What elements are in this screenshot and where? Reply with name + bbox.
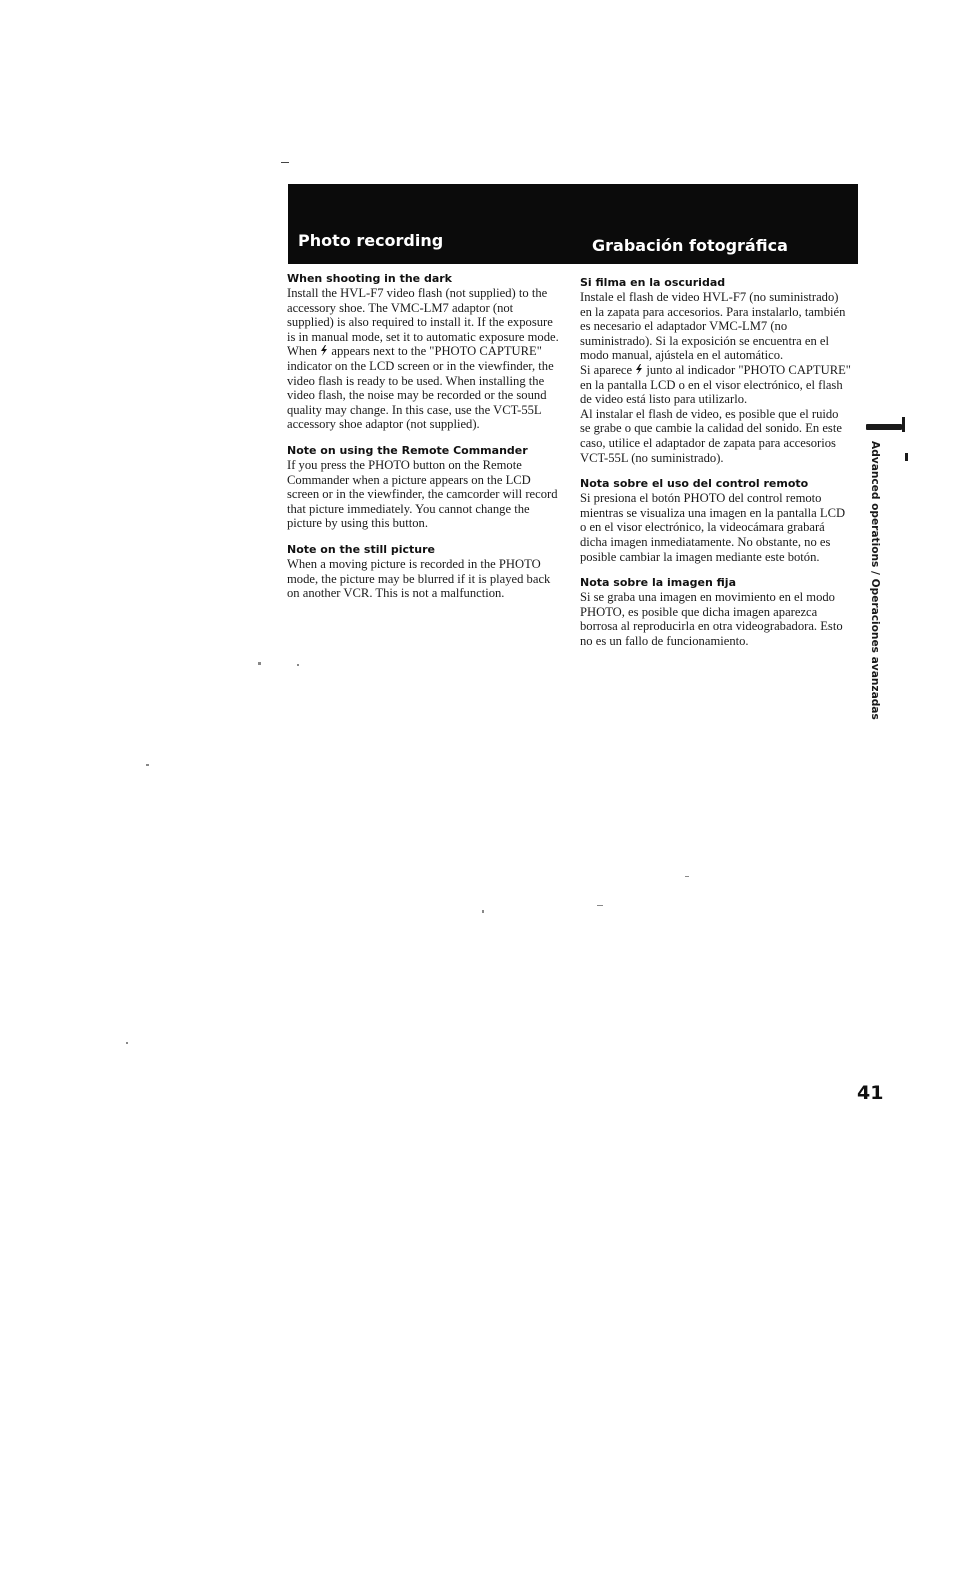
scan-speck: [685, 876, 689, 877]
flash-icon: [635, 364, 643, 375]
scan-speck: [146, 764, 149, 766]
scan-speck: [258, 662, 261, 665]
scan-speck: [597, 905, 603, 906]
paragraph-flash-listo-before: Si aparece: [580, 362, 633, 377]
english-column: [287, 272, 563, 601]
margin-dash: [281, 162, 289, 163]
heading-remote-commander: Note on using the Remote Commander: [287, 443, 528, 457]
paragraph-flash-ready-after: appears next to the "PHOTO CAPTURE" indicator on the LCD screen or in the viewfinder, the video flash is ready to be used. When installing the video flash, the noise may be recorded or the sound quality may change. In this case, use the VCT-55L accessory shoe adaptor (not supplied).: [287, 344, 554, 432]
page-number: 41: [857, 1082, 884, 1104]
section-banner: [288, 184, 858, 264]
scan-speck: [297, 664, 299, 666]
banner-title-es: Grabación fotográfica: [592, 236, 788, 255]
heading-control-remoto: Nota sobre el uso del control remoto: [580, 477, 809, 491]
heading-filma-oscuridad: Si filma en la oscuridad: [580, 276, 726, 289]
paragraph-instalar-flash: Al instalar el flash de video, es posible que el ruido se grabe o que cambie la calidad del sonido. En este caso, utilice el adaptador de zapata para accesorios VCT-55L (no suministrado).: [580, 406, 842, 465]
side-tab-marker-edge: [902, 417, 905, 432]
spanish-column: [580, 276, 852, 648]
heading-still-picture: Note on the still picture: [287, 542, 435, 556]
side-bullet: [905, 453, 908, 461]
side-section-tab: Advanced operations / Operaciones avanzadas: [869, 441, 881, 720]
paragraph-remote-commander: If you press the PHOTO button on the Remote Commander when a picture appears on the LCD screen or in the viewfinder, the camcorder will record that picture immediately. You cannot change the picture by using this button.: [287, 457, 558, 531]
scan-speck: [482, 910, 484, 913]
paragraph-control-remoto: Si presiona el botón PHOTO del control remoto mientras se visualiza una imagen en la pantalla LCD o en el visor electrónico, la videocámara grabará dicha imagen inmediatamente. No obstante, no es posible cambiar la imagen mediante este botón.: [580, 491, 846, 564]
heading-imagen-fija: Nota sobre la imagen fija: [580, 576, 736, 590]
paragraph-instale-flash: Instale el flash de video HVL-F7 (no suministrado) en la zapata para accesorios. Para instalarlo, también es necesario el adaptador VMC-LM7 (no suministrado). Si la exposición se encuentra en el modo manual, ajústela en el automático.: [580, 290, 846, 363]
scan-speck: [126, 1042, 128, 1044]
paragraph-still-picture: When a moving picture is recorded in the PHOTO mode, the picture may be blurred if it is played back on another VCR. This is not a malfunction.: [287, 556, 551, 601]
paragraph-flash-ready-before: When: [287, 344, 318, 359]
side-tab-marker: [866, 424, 902, 430]
banner-title-en: Photo recording: [298, 231, 444, 250]
paragraph-imagen-fija: Si se graba una imagen en movimiento en el modo PHOTO, es posible que dicha imagen aparezca borrosa al reproducirla en otra videograbadora. Esto no es un fallo de funcionamiento.: [580, 590, 843, 648]
paragraph-flash-install: Install the HVL-F7 video flash (not supplied) to the accessory shoe. The VMC-LM7 adaptor (not supplied) is also required to install it. If the exposure is in manual mode, set it to automatic exposure mode.: [287, 286, 559, 344]
paragraph-flash-listo-after: junto al indicador "PHOTO CAPTURE" en la pantalla LCD o en el visor electrónico, el flash de video está listo para utilizarlo.: [580, 362, 851, 407]
heading-shooting-dark: When shooting in the dark: [287, 272, 452, 285]
paragraph-flash-ready: [287, 344, 563, 432]
paragraph-flash-listo: [580, 363, 852, 407]
flash-icon: [320, 345, 328, 356]
